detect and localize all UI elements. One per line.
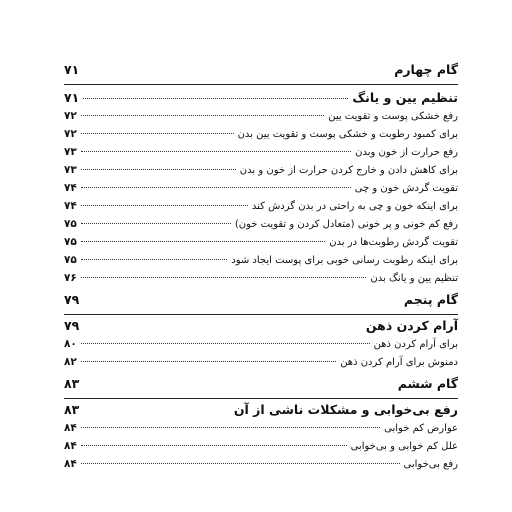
- page-number: ۷۳: [64, 164, 77, 176]
- toc-text: تقویت گردش رطوبت‌ها در بدن: [329, 237, 458, 248]
- divider-line: [64, 314, 458, 315]
- toc-entry: [64, 182, 458, 194]
- toc-entry: [64, 128, 458, 140]
- dot-leader: [81, 259, 227, 260]
- toc-text: تقویت گردش خون و چی: [354, 183, 458, 194]
- toc-text: آرام کردن ذهن: [365, 318, 458, 333]
- page-number: ۸۴: [64, 440, 77, 452]
- dot-leader: [81, 445, 347, 446]
- page-number: ۷۹: [64, 292, 80, 307]
- toc-entry: [64, 236, 458, 248]
- page-number: ۸۲: [64, 356, 77, 368]
- toc-entry: [64, 146, 458, 158]
- divider-line: [64, 398, 458, 399]
- toc-text: برای آرام کردن ذهن: [373, 339, 458, 350]
- toc-entry: [64, 218, 458, 230]
- page-number: ۷۵: [64, 236, 77, 248]
- page-number: ۸۳: [64, 376, 80, 391]
- chapter-heading: [64, 376, 458, 391]
- toc-entry: [64, 338, 458, 350]
- chapter-heading: [64, 292, 458, 307]
- page-number: ۷۳: [64, 146, 77, 158]
- page-number: ۷۲: [64, 128, 77, 140]
- page-number: ۷۴: [64, 200, 77, 212]
- dot-leader: [81, 463, 400, 464]
- dot-leader: [81, 169, 236, 170]
- divider-line: [64, 84, 458, 85]
- dot-leader: [81, 241, 325, 242]
- toc-text: عوارض کم خوابی: [384, 423, 458, 434]
- toc-entry: [64, 110, 458, 122]
- toc-text: برای کاهش دادن و خارج کردن حرارت از خون و بدن: [239, 165, 458, 176]
- dot-leader: [81, 187, 351, 188]
- page-number: ۸۰: [64, 338, 77, 350]
- toc-entry: [64, 164, 458, 176]
- page-number: ۷۲: [64, 110, 77, 122]
- dot-leader: [81, 151, 351, 152]
- chapter-heading: [64, 62, 458, 77]
- toc-entry: [64, 458, 458, 470]
- dot-leader: [81, 115, 324, 116]
- page-number: ۸۴: [64, 458, 77, 470]
- toc-text: رفع کم خونی و پر خونی (متعادل کردن و تقویت خون): [234, 219, 458, 230]
- toc-text: گام پنجم: [403, 292, 458, 307]
- dot-leader: [81, 133, 234, 134]
- page-number: ۷۱: [64, 62, 80, 77]
- dot-leader: [81, 343, 370, 344]
- toc-text: تنظیم یین و یانگ: [352, 90, 458, 105]
- toc-text: تنظیم یین و یانگ بدن: [370, 273, 458, 284]
- page-number: ۷۴: [64, 182, 77, 194]
- section-heading: [64, 402, 458, 417]
- toc-entry: [64, 272, 458, 284]
- toc-text: رفع بی‌خوابی: [403, 459, 458, 470]
- dot-leader: [81, 205, 248, 206]
- page-number: ۸۴: [64, 422, 77, 434]
- toc-text: برای اینکه خون و چی به راحتی در بدن گردش کند: [251, 201, 458, 212]
- toc-text: برای اینکه رطوبت رسانی خوبی برای پوست ایجاد شود: [231, 255, 458, 266]
- toc-text: علل کم خوابی و بی‌خوابی: [350, 441, 458, 452]
- toc-text: گام چهارم: [394, 62, 458, 77]
- page-number: ۷۵: [64, 254, 77, 266]
- page-number: ۷۱: [64, 90, 80, 105]
- page-number: ۷۹: [64, 318, 80, 333]
- dot-leader: [83, 98, 348, 99]
- dot-leader: [81, 427, 380, 428]
- toc-entry: [64, 200, 458, 212]
- section-heading: [64, 318, 458, 333]
- toc-entry: [64, 356, 458, 368]
- toc-text: رفع بی‌خوابی و مشکلات ناشی از آن: [233, 402, 458, 417]
- toc-text: گام ششم: [397, 376, 458, 391]
- toc-text: دمنوش برای آرام کردن ذهن: [340, 357, 458, 368]
- page-number: ۸۳: [64, 402, 80, 417]
- page-number: ۷۶: [64, 272, 77, 284]
- dot-leader: [81, 277, 367, 278]
- toc-entry: [64, 422, 458, 434]
- toc-text: برای کمبود رطوبت و خشکی پوست و تقویت یین بدن: [237, 129, 458, 140]
- toc-text: رفع حرارت از خون وبدن: [355, 147, 458, 158]
- toc-text: رفع خشکی پوست و تقویت یین: [328, 111, 458, 122]
- toc-entry: [64, 440, 458, 452]
- section-heading: [64, 90, 458, 105]
- dot-leader: [81, 223, 231, 224]
- page-number: ۷۵: [64, 218, 77, 230]
- dot-leader: [81, 361, 336, 362]
- toc-entry: [64, 254, 458, 266]
